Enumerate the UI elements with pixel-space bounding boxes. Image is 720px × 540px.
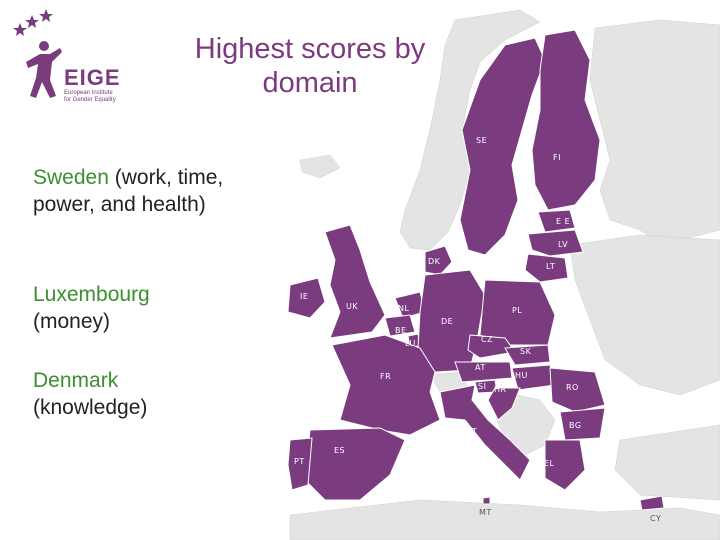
country-mt[interactable] <box>483 497 490 504</box>
label-bg: BG <box>569 421 582 430</box>
highlight-detail: (work, time, power, and health) <box>33 166 224 216</box>
highlight-denmark <box>33 367 283 421</box>
iceland-shape <box>300 155 340 178</box>
country-fi[interactable] <box>532 30 600 210</box>
label-pl: PL <box>512 306 523 315</box>
eige-logo <box>6 6 126 106</box>
label-lu: LU <box>405 339 416 348</box>
label-se: SE <box>476 136 488 145</box>
label-hr: HR <box>494 385 507 394</box>
title-line1: Highest scores by <box>194 33 426 65</box>
label-ie: IE <box>300 292 309 301</box>
logo-word: EIGE <box>64 65 121 90</box>
country-uk[interactable] <box>325 225 385 338</box>
country-es[interactable] <box>305 428 405 500</box>
highlight-sweden <box>33 164 283 218</box>
label-mt: MT <box>479 508 492 517</box>
label-ro: RO <box>566 383 579 392</box>
highlight-country-name: Sweden <box>33 166 109 189</box>
page-title <box>160 32 460 100</box>
label-ee: E E <box>556 217 571 226</box>
highlight-detail: (money) <box>33 310 111 333</box>
label-be: BE <box>395 326 407 335</box>
title-line2: domain <box>262 67 358 99</box>
label-de: DE <box>441 317 454 326</box>
country-lv[interactable] <box>528 230 583 256</box>
label-nl: NL <box>398 304 410 313</box>
label-es: ES <box>334 446 346 455</box>
russia-north-shape <box>590 20 720 245</box>
logo-subtitle-line2: for Gender Equality <box>64 97 116 103</box>
label-uk: UK <box>346 302 359 311</box>
turkey-shape <box>615 425 720 500</box>
label-cy: CY <box>650 514 662 523</box>
label-el: EL <box>544 459 555 468</box>
label-fr: FR <box>380 372 392 381</box>
label-hu: HU <box>515 371 528 380</box>
label-sk: SK <box>520 347 532 356</box>
highlight-detail: (knowledge) <box>33 396 148 419</box>
country-cy[interactable] <box>640 496 664 510</box>
label-si: SI <box>478 382 487 391</box>
east-europe-shape <box>570 235 720 395</box>
label-at: AT <box>475 363 486 372</box>
logo-subtitle <box>64 90 116 104</box>
highlight-country-name: Luxembourg <box>33 283 150 306</box>
label-cz: CZ <box>481 335 494 344</box>
label-lv: LV <box>558 240 569 249</box>
label-fi: FI <box>553 153 561 162</box>
label-it: IT <box>469 427 478 436</box>
label-dk: DK <box>428 257 441 266</box>
logo-subtitle-line1: European Institute <box>64 90 113 96</box>
highlight-luxembourg <box>33 281 283 335</box>
label-pt: PT <box>294 457 305 466</box>
highlight-country-name: Denmark <box>33 369 119 392</box>
label-lt: LT <box>546 262 556 271</box>
country-bg[interactable] <box>560 408 605 440</box>
